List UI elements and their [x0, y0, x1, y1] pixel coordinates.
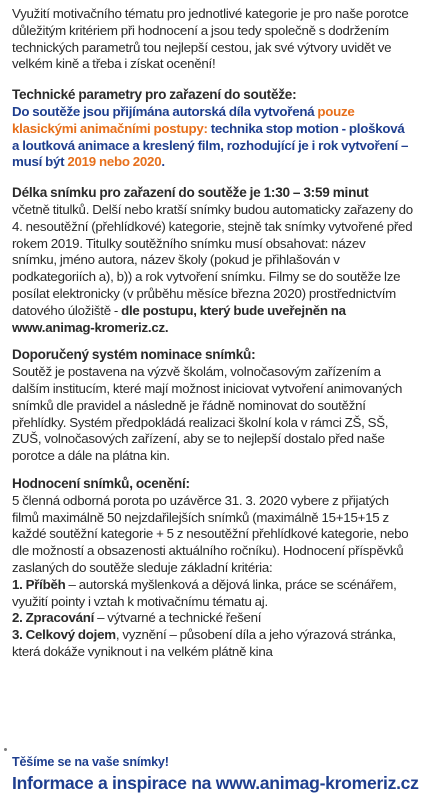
tech-heading: Technické parametry pro zařazení do soutěže:: [12, 87, 297, 103]
criterion-3: [12, 627, 413, 661]
footer-greeting: Těšíme se na vaše snímky!: [12, 755, 169, 769]
intro-paragraph: Využití motivačního tématu pro jednotlivé kategorie je pro naše porotce důležitým kritériem při hodnocení a jsou tedy společně s dodržením technických parametrů tou nejlepší cestou, jak své výtvory uvidět ve velkém kině a třeba i získat ocenění!: [12, 6, 409, 72]
criterion-1-text: – autorská myšlenková a dějová linka, práce se scénářem, využití pointy i vztah k motivačnímu tématu aj.: [12, 576, 397, 609]
length-paragraph: [12, 202, 413, 336]
length-body: včetně titulků. Delší nebo kratší snímky budou automaticky zařazeny do 4. nesoutěžní (přehlídkové) kategorie, stejně tak snímky vytvořené před rokem 2019. Titulky soutěžního snímku musí obsahovat: název snímku, jméno autora, název školy (pokud je přihlašován v podkategoriích a), b)) a rok vytvoření snímku. Filmy se do soutěže lze posílat elektronicky (v průběhu měsíce března 2020) prostřednictvím datového úložiště -: [12, 201, 413, 318]
length-link-text: dle postupu, který bude uveřejněn na www.animag-kromeriz.cz.: [12, 302, 346, 335]
criterion-2: [12, 610, 413, 627]
nomination-paragraph: Soutěž je postavena na výzvě školám, volnočasovým zařízením a dalším institucím, které mají možnost iniciovat vytvoření animovaných snímků dle pravidel a následně je řádně nominovat do soutěžní přehlídky. Systém předpokládá realizaci školní kola v rámci ZŠ, SŠ, ZUŠ, volnočasových zařízení, aby se to nejlepší dostalo před naše porotce a dále na plátna kin.: [12, 364, 403, 464]
criterion-2-text: – výtvarné a technické řešení: [94, 610, 262, 626]
criterion-1: [12, 577, 413, 611]
tech-paragraph: [12, 104, 413, 171]
footer-info-link[interactable]: Informace a inspirace na www.animag-kromeriz.cz: [12, 773, 419, 793]
evaluation-paragraph: 5 členná odborná porota po uzávěrce 31. 3. 2020 vybere z přijatých filmů maximálně 50 nejzdařilejších snímků (maximálně 15+15+15 z každé soutěžní kategorie + 5 z nesoutěžní přehlídkové kategorie, nebo dle možností a obsazenosti aktuálního ročníku). Hodnocení příspěvků zaslaných do soutěže sleduje základní kritéria:: [12, 492, 409, 575]
tech-text-3: technika stop motion - plošková a loutková animace a kreslený film, rozhodující je i rok vytvoření – musí být: [12, 120, 409, 170]
tech-text-1: Do soutěže jsou přijímána autorská díla vytvořená: [12, 103, 318, 119]
criterion-2-name: 2. Zpracování: [12, 610, 95, 626]
criterion-3-name: 3. Celkový dojem: [12, 627, 116, 643]
criterion-3-text: , vyznění – působení díla a jeho výrazová stránka, která dokáže vyniknout i na velkém plátně kina: [12, 627, 396, 659]
tech-text-2: pouze klasickými animačními postupy:: [12, 103, 355, 136]
length-heading: Délka snímku pro zařazení do soutěže je 1:30 – 3:59 minut: [12, 185, 369, 201]
footer: [12, 755, 419, 794]
nomination-heading: Doporučený systém nominace snímků:: [12, 347, 256, 363]
tech-year: 2019 nebo 2020: [67, 154, 162, 170]
criterion-1-name: 1. Příběh: [12, 576, 66, 592]
evaluation-heading: Hodnocení snímků, ocenění:: [12, 475, 190, 491]
tech-text-5: .: [161, 154, 165, 170]
bullet-dot: [4, 748, 7, 751]
